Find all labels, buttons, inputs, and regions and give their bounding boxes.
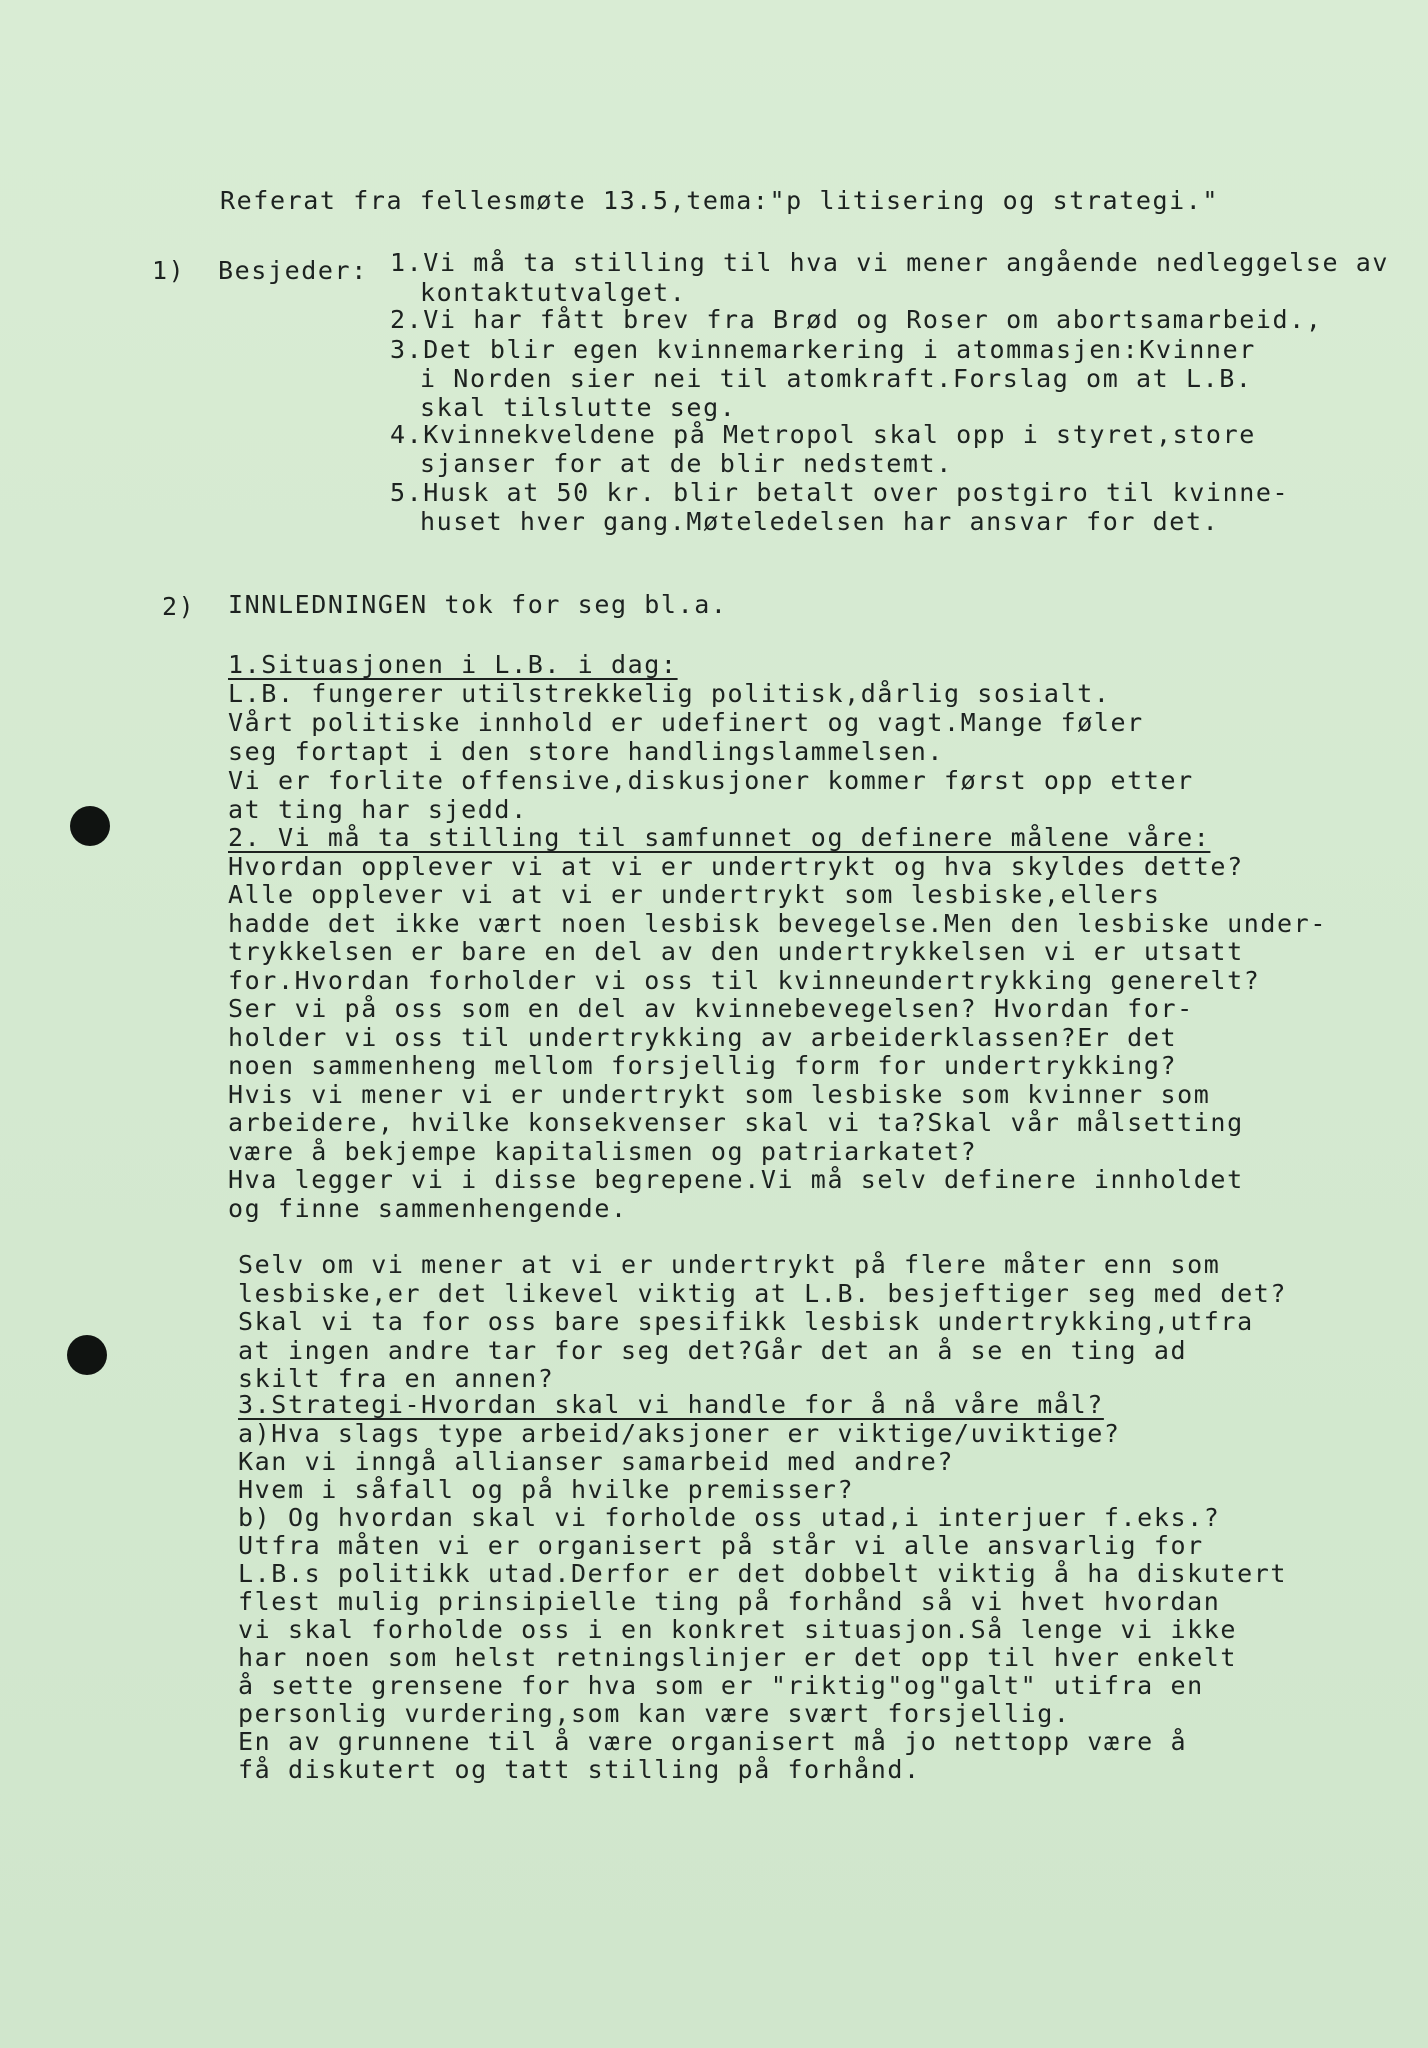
part-3-line: flest mulig prinsipielle ting på forhånd så vi hvet hvordan	[238, 1587, 1221, 1616]
part-2-line: for.Hvordan forholder vi oss til kvinneundertrykking generelt?	[228, 966, 1261, 995]
section-1-line: 2.Vi har fått brev fra Brød og Roser om abortsamarbeid.,	[390, 305, 1323, 334]
part-2-line: trykkelsen er bare en del av den undertrykkelsen vi er utsatt	[228, 937, 1244, 966]
part-2b-line: Selv om vi mener at vi er undertrykt på flere måter enn som	[238, 1250, 1221, 1279]
part-3-line: Utfra måten vi er organisert på står vi alle ansvarlig for	[238, 1531, 1204, 1560]
part-2b-line: at ingen andre tar for seg det?Går det an å se en ting ad	[238, 1336, 1188, 1365]
part-2-line: og finne sammenhengende.	[228, 1194, 628, 1223]
part-3-line: å sette grensene for hva som er "riktig"og"galt" utifra en	[238, 1671, 1204, 1700]
part-1-line: Vi er forlite offensive,diskusjoner kommer først opp etter	[228, 766, 1194, 795]
part-2b-line: Skal vi ta for oss bare spesifikk lesbisk undertrykking,utfra	[238, 1307, 1254, 1336]
part-1-line: seg fortapt i den store handlingslammelsen.	[228, 737, 945, 766]
part-3-line: b) Og hvordan skal vi forholde oss utad,i interjuer f.eks.?	[238, 1503, 1221, 1532]
section-1-line: sjanser for at de blir nedstemt.	[420, 449, 953, 478]
part-2-line: noen sammenheng mellom forsjellig form for undertrykking?	[228, 1051, 1178, 1080]
part-3-line: vi skal forholde oss i en konkret situasjon.Så lenge vi ikke	[238, 1615, 1238, 1644]
part-1-line: L.B. fungerer utilstrekkelig politisk,dårlig sosialt.	[228, 679, 1111, 708]
section-1-label: Besjeder:	[218, 256, 368, 285]
part-2-line: Ser vi på oss som en del av kvinnebevegelsen? Hvordan for-	[228, 994, 1194, 1023]
section-1-line: huset hver gang.Møteledelsen har ansvar for det.	[420, 507, 1220, 536]
part-2-line: hadde det ikke vært noen lesbisk bevegelse.Men den lesbiske under-	[228, 909, 1327, 938]
part-3-heading: 3.Strategi-Hvordan skal vi handle for å nå våre mål?	[238, 1390, 1104, 1419]
section-1-number: 1)	[152, 256, 186, 285]
section-1-line: skal tilslutte seg.	[420, 393, 737, 422]
part-3-line: L.B.s politikk utad.Derfor er det dobbelt viktig å ha diskutert	[238, 1559, 1288, 1588]
section-1-line: 3.Det blir egen kvinnemarkering i atommasjen:Kvinner	[390, 335, 1256, 364]
punch-hole-top	[70, 806, 110, 846]
part-1-line: Vårt politiske innhold er udefinert og vagt.Mange føler	[228, 708, 1144, 737]
section-1-line: 4.Kvinnekveldene på Metropol skal opp i styret,store	[390, 420, 1256, 449]
page-title: Referat fra fellesmøte 13.5,tema:"p litisering og strategi."	[220, 186, 1220, 215]
part-2-line: arbeidere, hvilke konsekvenser skal vi ta?Skal vår målsetting	[228, 1108, 1244, 1137]
part-2-line: Hvis vi mener vi er undertrykt som lesbiske som kvinner som	[228, 1080, 1211, 1109]
part-2-line: Alle opplever vi at vi er undertrykt som lesbiske,ellers	[228, 880, 1161, 909]
part-2-line: holder vi oss til undertrykking av arbeiderklassen?Er det	[228, 1023, 1178, 1052]
part-2b-line: skilt fra en annen?	[238, 1364, 555, 1393]
part-1-line: at ting har sjedd.	[228, 795, 528, 824]
part-2-line: Hva legger vi i disse begrepene.Vi må selv definere innholdet	[228, 1165, 1244, 1194]
punch-hole-bottom	[67, 1335, 107, 1375]
section-1-line: 5.Husk at 50 kr. blir betalt over postgiro til kvinne-	[390, 478, 1290, 507]
part-2-heading: 2. Vi må ta stilling til samfunnet og definere målene våre:	[228, 823, 1211, 852]
part-3-line: Kan vi inngå allianser samarbeid med andre?	[238, 1447, 955, 1476]
part-3-line: a)Hva slags type arbeid/aksjoner er viktige/uviktige?	[238, 1419, 1121, 1448]
part-2-line: være å bekjempe kapitalismen og patriarkatet?	[228, 1137, 978, 1166]
part-3-line: En av grunnene til å være organisert må jo nettopp være å	[238, 1727, 1188, 1756]
part-1-heading: 1.Situasjonen i L.B. i dag:	[228, 650, 678, 679]
part-3-line: få diskutert og tatt stilling på forhånd.	[238, 1755, 921, 1784]
part-3-line: Hvem i såfall og på hvilke premisser?	[238, 1475, 855, 1504]
section-1-line: 1.Vi må ta stilling til hva vi mener angående nedleggelse av	[390, 248, 1390, 277]
part-3-line: har noen som helst retningslinjer er det opp til hver enkelt	[238, 1643, 1238, 1672]
part-2b-line: lesbiske,er det likevel viktig at L.B. besjeftiger seg med det?	[238, 1279, 1288, 1308]
part-2-line: Hvordan opplever vi at vi er undertrykt og hva skyldes dette?	[228, 852, 1244, 881]
section-1-line: i Norden sier nei til atomkraft.Forslag om at L.B.	[420, 364, 1253, 393]
section-2-number: 2)	[162, 592, 196, 621]
section-1-line: kontaktutvalget.	[420, 278, 687, 307]
part-3-line: personlig vurdering,som kan være svært forsjellig.	[238, 1699, 1071, 1728]
section-2-heading: INNLEDNINGEN tok for seg bl.a.	[228, 590, 728, 619]
